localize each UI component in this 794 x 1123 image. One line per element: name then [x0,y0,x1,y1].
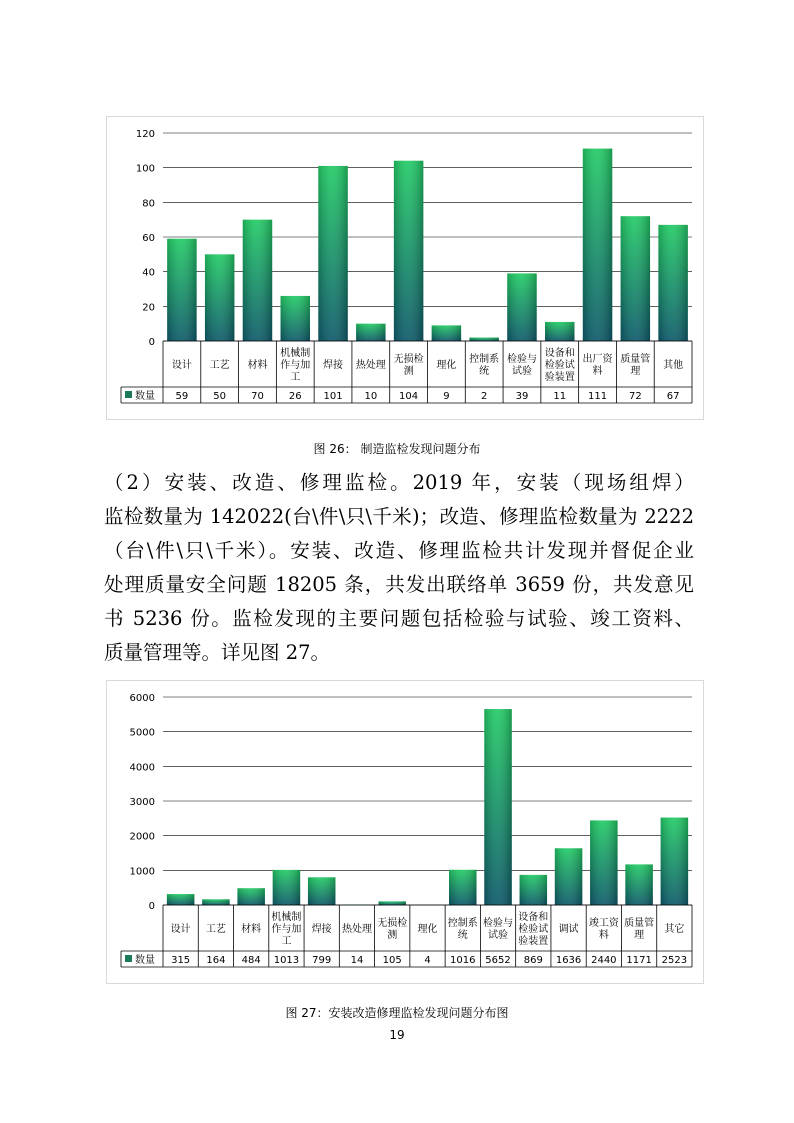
bar-shading [507,273,536,341]
data-label: 9 [443,391,450,402]
data-label: 101 [323,391,343,402]
x-tick-label: 统 [457,930,468,941]
paragraph-line: 监检数量为 142022(台\件\只\千米)；改造、修理监检数量为 2222 [104,505,694,528]
bar-shading [281,296,310,341]
bar-shading [318,166,347,341]
data-label: 5652 [485,955,511,966]
data-label: 484 [241,955,261,966]
data-label: 70 [251,391,264,402]
bar-shading [621,216,650,341]
x-tick-label: 试验 [488,930,509,941]
bar-shading [167,239,196,341]
paragraph-line: 质量管理等。详见图 27。 [104,641,331,664]
x-tick-label: 其他 [663,360,684,371]
x-tick-label: 检验与 [483,918,514,929]
y-tick-label: 20 [142,302,155,314]
bar-shading [469,338,498,341]
legend-marker [125,391,132,398]
x-tick-label: 工艺 [209,360,230,371]
chart-manufacturing-issues [106,116,704,420]
x-tick-label: 测 [387,930,398,941]
data-label: 315 [171,955,191,966]
y-tick-label: 40 [142,267,155,279]
x-tick-label: 竣工资 [588,918,619,929]
chart-svg [107,117,703,419]
bar-shading [658,225,687,341]
x-tick-label: 作与加 [271,924,302,935]
data-label: 869 [523,955,543,966]
body-paragraph [104,466,694,670]
data-label: 1636 [555,955,582,966]
x-tick-label: 理 [634,930,645,941]
bar-shading [555,848,583,905]
bar-shading [378,901,406,905]
x-tick-label: 检验与 [506,354,537,365]
bar-shading [590,820,618,905]
y-tick-label: 80 [142,198,155,210]
bar-shading [449,870,477,905]
x-tick-label: 试验 [511,366,532,377]
bar-shading [432,325,461,341]
data-label: 14 [350,955,364,966]
chart-installation-issues [106,680,704,984]
x-tick-label: 工 [290,372,301,383]
data-label: 26 [288,391,302,402]
bar-shading [308,877,336,905]
data-label: 72 [628,391,642,402]
data-label: 50 [213,391,227,402]
paragraph-line: （台\件\只\千米）。安装、改造、修理监检共计发现并督促企业 [104,539,694,562]
bar-shading [356,324,385,341]
data-label: 1013 [273,955,300,966]
x-tick-label: 理 [630,366,641,377]
x-tick-label: 设备和 [518,912,549,923]
paragraph-line: （2）安装、改造、修理监检。2019 年，安装（现场组焊） [104,471,694,494]
page-number: 19 [389,1028,405,1042]
data-label: 4 [424,955,431,966]
bar-shading [205,254,234,341]
data-label: 2523 [661,955,688,966]
data-label: 10 [364,391,378,402]
x-tick-label: 机械制 [280,348,311,359]
x-tick-label: 其它 [664,924,685,935]
x-tick-label: 验装置 [544,372,575,383]
x-tick-label: 材料 [241,924,262,935]
paragraph-line: 书 5236 份。监检发现的主要问题包括检验与试验、竣工资料、 [104,607,694,630]
bar-shading [237,888,265,905]
data-label: 2440 [591,955,617,966]
legend-marker [125,955,132,962]
bar-shading [545,322,574,341]
x-tick-label: 理化 [417,924,438,935]
paragraph-line: 处理质量安全问题 18205 条，共发出联络单 3659 份，共发意见 [104,573,694,596]
x-tick-label: 焊接 [323,360,344,371]
x-tick-label: 工艺 [205,924,226,935]
y-tick-label: 4000 [129,762,155,774]
figure-caption: 图 26： 制造监检发现问题分布 [313,442,481,456]
figure-caption: 图 27：安装改造修理监检发现问题分布图 [285,1006,509,1020]
y-tick-label: 3000 [129,797,155,808]
x-tick-label: 机械制 [271,912,302,923]
x-tick-label: 质量管 [624,918,655,929]
y-tick-label: 60 [142,233,155,244]
data-label: 799 [312,955,332,966]
x-tick-label: 统 [479,366,490,377]
data-label: 1016 [450,955,476,966]
bar-shading [625,864,653,905]
x-tick-label: 焊接 [311,924,332,935]
bar-shading [243,220,272,341]
data-label: 1171 [626,955,652,966]
data-label: 164 [206,955,226,966]
x-tick-label: 热处理 [341,924,372,935]
x-tick-label: 调试 [558,924,579,935]
bar-shading [394,161,423,341]
data-label: 2 [480,391,488,402]
y-tick-label: 5000 [129,727,155,739]
x-tick-label: 理化 [436,360,457,371]
bar-shading [484,709,512,905]
data-label: 105 [382,955,402,966]
x-tick-label: 控制系 [447,918,478,929]
x-tick-label: 控制系 [469,354,500,365]
y-tick-label: 1000 [129,866,155,878]
bar-shading [661,818,689,905]
data-label: 111 [587,391,608,402]
x-tick-label: 验装置 [518,936,549,947]
bar-shading [167,894,195,905]
x-tick-label: 料 [592,366,603,377]
y-tick-label: 0 [148,337,155,348]
bar-shading [583,149,612,341]
x-tick-label: 设计 [170,924,191,935]
legend-label: 数量 [135,391,155,402]
x-tick-label: 无损检 [393,354,424,365]
y-tick-label: 120 [135,129,155,140]
data-label: 11 [553,391,567,402]
y-tick-label: 100 [135,163,155,175]
chart-svg [107,681,703,983]
x-tick-label: 无损检 [377,918,408,929]
x-tick-label: 工 [281,936,292,947]
x-tick-label: 出厂资 [582,354,613,365]
bar-shading [273,870,301,905]
y-tick-label: 0 [148,901,155,912]
y-tick-label: 2000 [129,831,155,843]
data-label: 67 [666,391,680,402]
x-tick-label: 质量管 [620,354,651,365]
x-tick-label: 材料 [247,360,268,371]
x-tick-label: 设备和 [544,348,575,359]
x-tick-label: 热处理 [355,360,386,371]
x-tick-label: 料 [598,930,609,941]
data-label: 39 [515,391,529,402]
bar-shading [520,875,548,905]
y-tick-label: 6000 [129,693,155,704]
bar-shading [202,899,230,905]
data-label: 59 [175,391,189,402]
x-tick-label: 设计 [171,360,192,371]
x-tick-label: 检验试 [544,360,575,371]
x-tick-label: 检验试 [518,924,549,935]
legend-label: 数量 [135,955,155,966]
data-label: 104 [399,391,419,402]
x-tick-label: 测 [403,366,414,377]
x-tick-label: 作与加 [280,360,311,371]
